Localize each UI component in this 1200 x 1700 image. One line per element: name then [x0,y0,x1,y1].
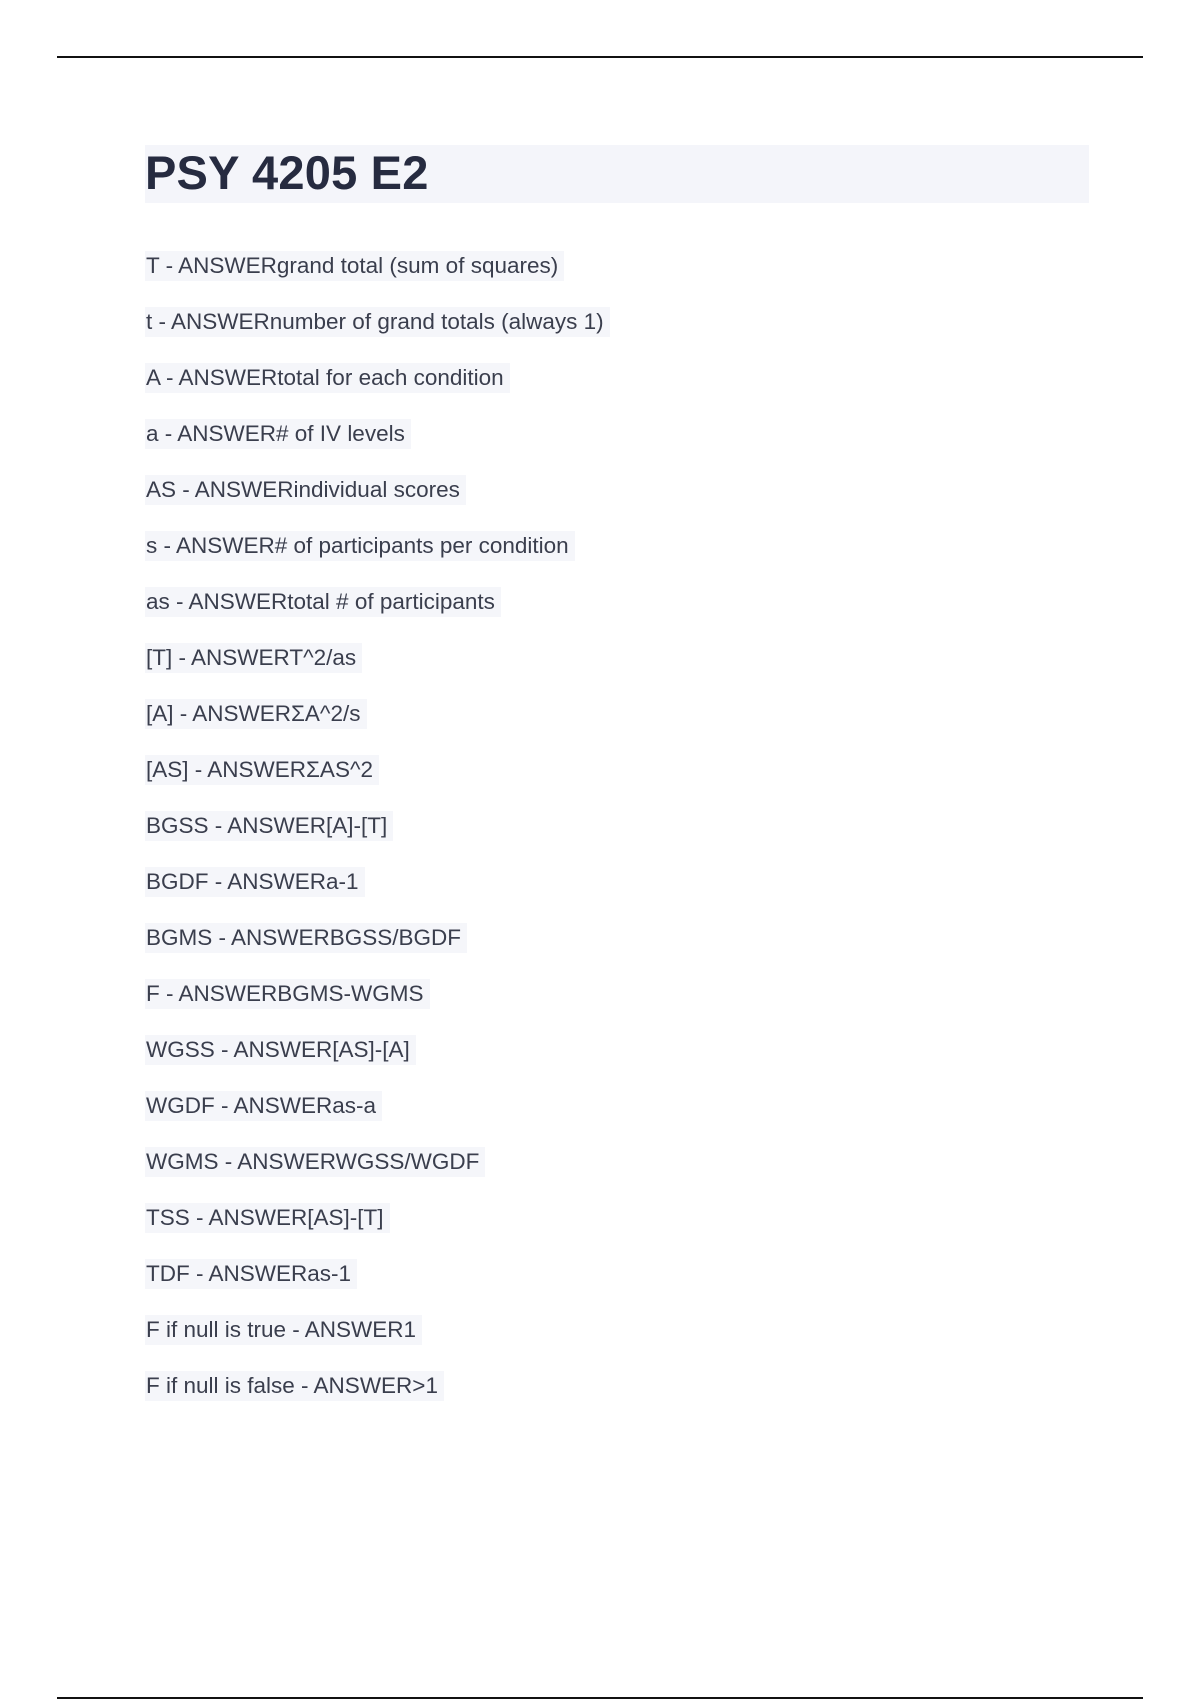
flashcard-list [145,251,610,1427]
flashcard-item: t - ANSWERnumber of grand totals (always 1) [145,307,610,337]
flashcard-item: WGDF - ANSWERas-a [145,1091,382,1121]
flashcard-item: F if null is false - ANSWER>1 [145,1371,444,1401]
flashcard-item: s - ANSWER# of participants per condition [145,531,575,561]
flashcard-item: a - ANSWER# of IV levels [145,419,411,449]
flashcard-item: TDF - ANSWERas-1 [145,1259,357,1289]
flashcard-item: AS - ANSWERindividual scores [145,475,466,505]
flashcard-item: BGDF - ANSWERa-1 [145,867,365,897]
flashcard-item: A - ANSWERtotal for each condition [145,363,510,393]
flashcard-item: WGMS - ANSWERWGSS/WGDF [145,1147,485,1177]
flashcard-item: TSS - ANSWER[AS]-[T] [145,1203,390,1233]
flashcard-item: as - ANSWERtotal # of participants [145,587,501,617]
flashcard-item: BGMS - ANSWERBGSS/BGDF [145,923,467,953]
flashcard-item: F - ANSWERBGMS-WGMS [145,979,430,1009]
flashcard-item: [A] - ANSWERΣA^2/s [145,699,367,729]
flashcard-item: [T] - ANSWERT^2/as [145,643,362,673]
flashcard-item: WGSS - ANSWER[AS]-[A] [145,1035,416,1065]
flashcard-item: F if null is true - ANSWER1 [145,1315,422,1345]
flashcard-item: T - ANSWERgrand total (sum of squares) [145,251,564,281]
flashcard-item: BGSS - ANSWER[A]-[T] [145,811,393,841]
document-title: PSY 4205 E2 [145,146,429,199]
footer-rule [57,1697,1143,1699]
flashcard-item: [AS] - ANSWERΣAS^2 [145,755,379,785]
header-rule [57,56,1143,58]
